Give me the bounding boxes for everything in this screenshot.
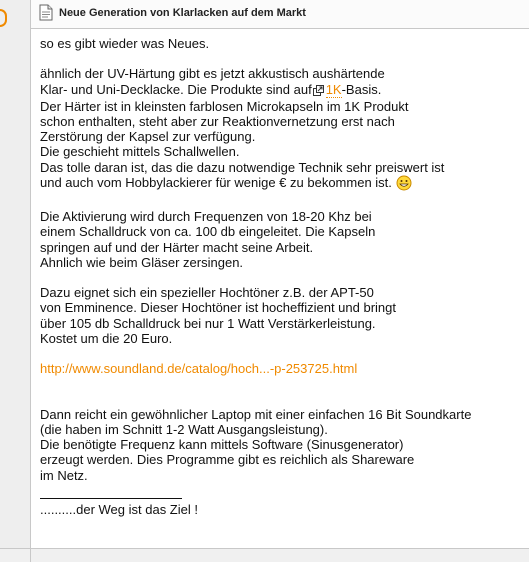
text-line [40,175,520,194]
text-segment: -Basis. [341,81,382,97]
text-segment: Klar- und Uni-Decklacke. Die Produkte sind auf [40,81,312,97]
signature-text: ..........der Weg ist das Ziel ! [40,502,198,517]
text-line: Kostet um die 20 Euro. [40,330,173,346]
external-link-icon[interactable] [313,84,324,99]
signature [40,498,520,517]
text-line: Zerstörung der Kapsel zur verfügung. [40,129,256,145]
text-line: Dann reicht ein gewöhnlicher Laptop mit einer einfachen 16 Bit Soundkarte [40,406,472,422]
text-line [40,82,520,99]
text-line: Der Härter ist in kleinsten farblosen Microkapseln im 1K Produkt [40,98,409,114]
text-line: Die benötigte Frequenz kann mittels Software (Sinusgenerator) [40,437,404,453]
next-post-strip [0,548,529,562]
grin-smiley-icon [396,175,412,194]
text-line: Die Aktivierung wird durch Frequenzen von 18-20 Khz bei [40,209,372,225]
post-title: Neue Generation von Klarlacken auf dem Markt [59,7,306,19]
post-paragraph [40,285,520,346]
text-line: Die geschieht mittels Schallwellen. [40,144,240,160]
text-line: von Emminence. Dieser Hochtöner ist hocheffizient und bringt [40,300,397,316]
signature-divider [40,498,182,499]
text-line: Dazu eignet sich ein spezieller Hochtöner z.B. der APT-50 [40,285,374,301]
post-paragraph [40,361,520,376]
text-line: erzeugt werden. Dies Programme gibt es reichlich als Shareware [40,452,415,468]
text-line: schon enthalten, steht aber zur Reaktionvernetzung erst nach [40,114,395,129]
text-line: Ahnlich wie beim Gläser zersingen. [40,254,244,270]
unread-marker-icon [0,9,7,27]
post-paragraph [40,66,520,194]
post-paragraph [40,209,520,270]
text-line: einem Schalldruck von ca. 100 db eingeleitet. Die Kapseln [40,224,376,240]
document-icon [39,4,53,26]
text-line: (die haben im Schnitt 1-2 Watt Ausgangsleistung). [40,422,328,437]
text-line: Das tolle daran ist, das die dazu notwendige Technik sehr preiswert ist [40,159,445,175]
forum-post [31,0,529,548]
text-line: so es gibt wieder was Neues. [40,36,210,51]
post-paragraph [40,36,520,51]
text-segment: und auch vom Hobbylackierer für wenige € zu bekommen ist. [40,174,392,190]
post-paragraph [40,407,520,483]
post-header [31,0,529,29]
text-line: über 105 db Schalldruck bei nur 1 Watt Verstärkerleistung. [40,315,376,331]
keyword-link-1k[interactable]: 1K [325,81,342,97]
left-gutter [0,0,31,548]
text-line: ähnlich der UV-Härtung gibt es jetzt akkustisch aushärtende [40,66,385,82]
text-line: im Netz. [40,467,88,483]
text-line: springen auf und der Härter macht seine Arbeit. [40,239,314,255]
post-body [40,36,520,517]
product-url-link[interactable]: http://www.soundland.de/catalog/hoch...-p-253725.html [40,361,358,377]
column-divider [30,549,31,562]
